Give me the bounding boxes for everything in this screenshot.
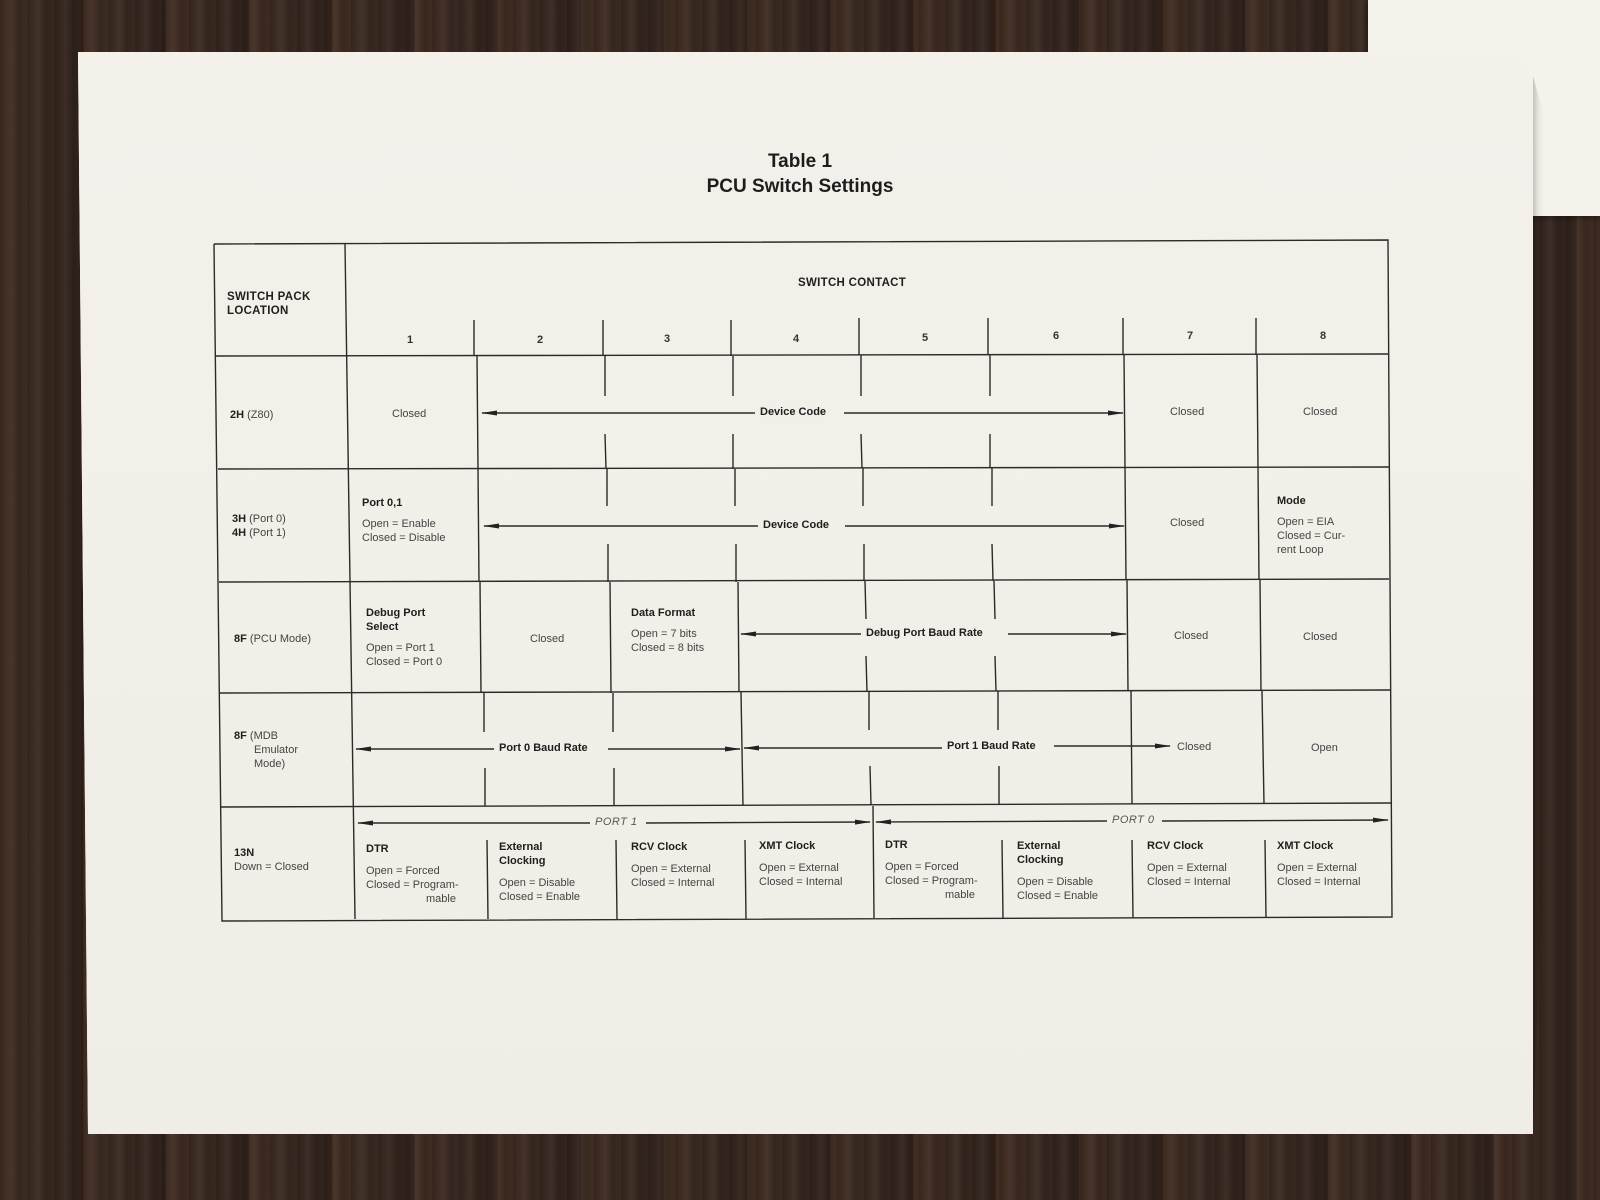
table-number: Table 1 <box>767 151 833 172</box>
row-13n-cell-6: External Clocking Open = Disable Closed = Enable <box>1017 840 1099 902</box>
row-8f-pcu-location: 8F (PCU Mode) <box>234 633 312 645</box>
row-8f-mdb-location: 8F (MDB Emulator Mode) <box>234 730 299 770</box>
row-13n-cell-1: DTR Open = Forced Closed = Program- mable <box>366 843 459 905</box>
row-2h-location: 2H (Z80) <box>230 409 274 421</box>
row-13n-cell-7: RCV Clock Open = External Closed = Internal <box>1147 840 1231 888</box>
port-1-span-label: PORT 1 <box>590 816 643 828</box>
row-divider <box>219 579 1389 582</box>
column-number-2: 2 <box>537 334 544 346</box>
row-13n-cell-8: XMT Clock Open = External Closed = Internal <box>1277 840 1361 888</box>
row-8f-port0-baud-span: Port 0 Baud Rate <box>494 742 593 754</box>
row-3h-contact-8: Mode Open = EIA Closed = Cur- rent Loop <box>1277 495 1346 556</box>
column-number-7: 7 <box>1187 330 1194 342</box>
column-number-6: 6 <box>1053 330 1060 342</box>
column-number-1: 1 <box>407 334 414 346</box>
row-2h-device-code-span: Device Code <box>755 406 831 418</box>
switch-contact-header: SWITCH CONTACT <box>798 277 907 289</box>
row-8f-mdb-contact-8: Open <box>1311 742 1338 754</box>
row-8f-contact-1: Debug Port Select Open = Port 1 Closed = Port 0 <box>366 607 443 668</box>
column-number-8: 8 <box>1320 330 1327 342</box>
column-number-3: 3 <box>664 333 671 345</box>
row-3h-location: 3H (Port 0) 4H (Port 1) <box>232 513 286 539</box>
row-13n-cell-5: DTR Open = Forced Closed = Program- mable <box>885 839 978 901</box>
row-13n-location: 13N Down = Closed <box>234 847 309 873</box>
column-number-5: 5 <box>922 332 929 344</box>
row-3h-contact-1: Port 0,1 Open = Enable Closed = Disable <box>362 497 446 544</box>
row-divider <box>221 803 1391 807</box>
switch-pack-location-header: SWITCH PACK LOCATION <box>227 291 311 317</box>
row-8f-contact-8: Closed <box>1303 631 1338 643</box>
row-2h-contact-1: Closed <box>392 408 427 420</box>
row-8f-contact-7: Closed <box>1174 630 1209 642</box>
row-divider <box>216 354 1388 356</box>
row-divider <box>218 467 1389 469</box>
row-13n-cell-4: XMT Clock Open = External Closed = Internal <box>759 840 843 888</box>
row-8f-contact-2: Closed <box>530 633 565 645</box>
row-2h-contact-8: Closed <box>1303 406 1338 418</box>
port-0-span-label: PORT 0 <box>1107 814 1160 826</box>
row-8f-port1-baud-span: Port 1 Baud Rate <box>942 740 1041 752</box>
row-3h-contact-7: Closed <box>1170 517 1205 529</box>
column-number-4: 4 <box>793 333 800 345</box>
row-8f-mdb-contact-7: Closed <box>1177 741 1212 753</box>
table-caption: PCU Switch Settings <box>706 176 894 197</box>
row-13n-cell-2: External Clocking Open = Disable Closed = Enable <box>499 841 581 903</box>
row-13n-cell-3: RCV Clock Open = External Closed = Internal <box>631 841 715 889</box>
row-8f-contact-3: Data Format Open = 7 bits Closed = 8 bits <box>631 607 705 654</box>
row-8f-debug-baud-span: Debug Port Baud Rate <box>861 627 988 639</box>
row-divider <box>220 690 1390 693</box>
row-2h-contact-7: Closed <box>1170 406 1205 418</box>
row-3h-device-code-span: Device Code <box>758 519 834 531</box>
